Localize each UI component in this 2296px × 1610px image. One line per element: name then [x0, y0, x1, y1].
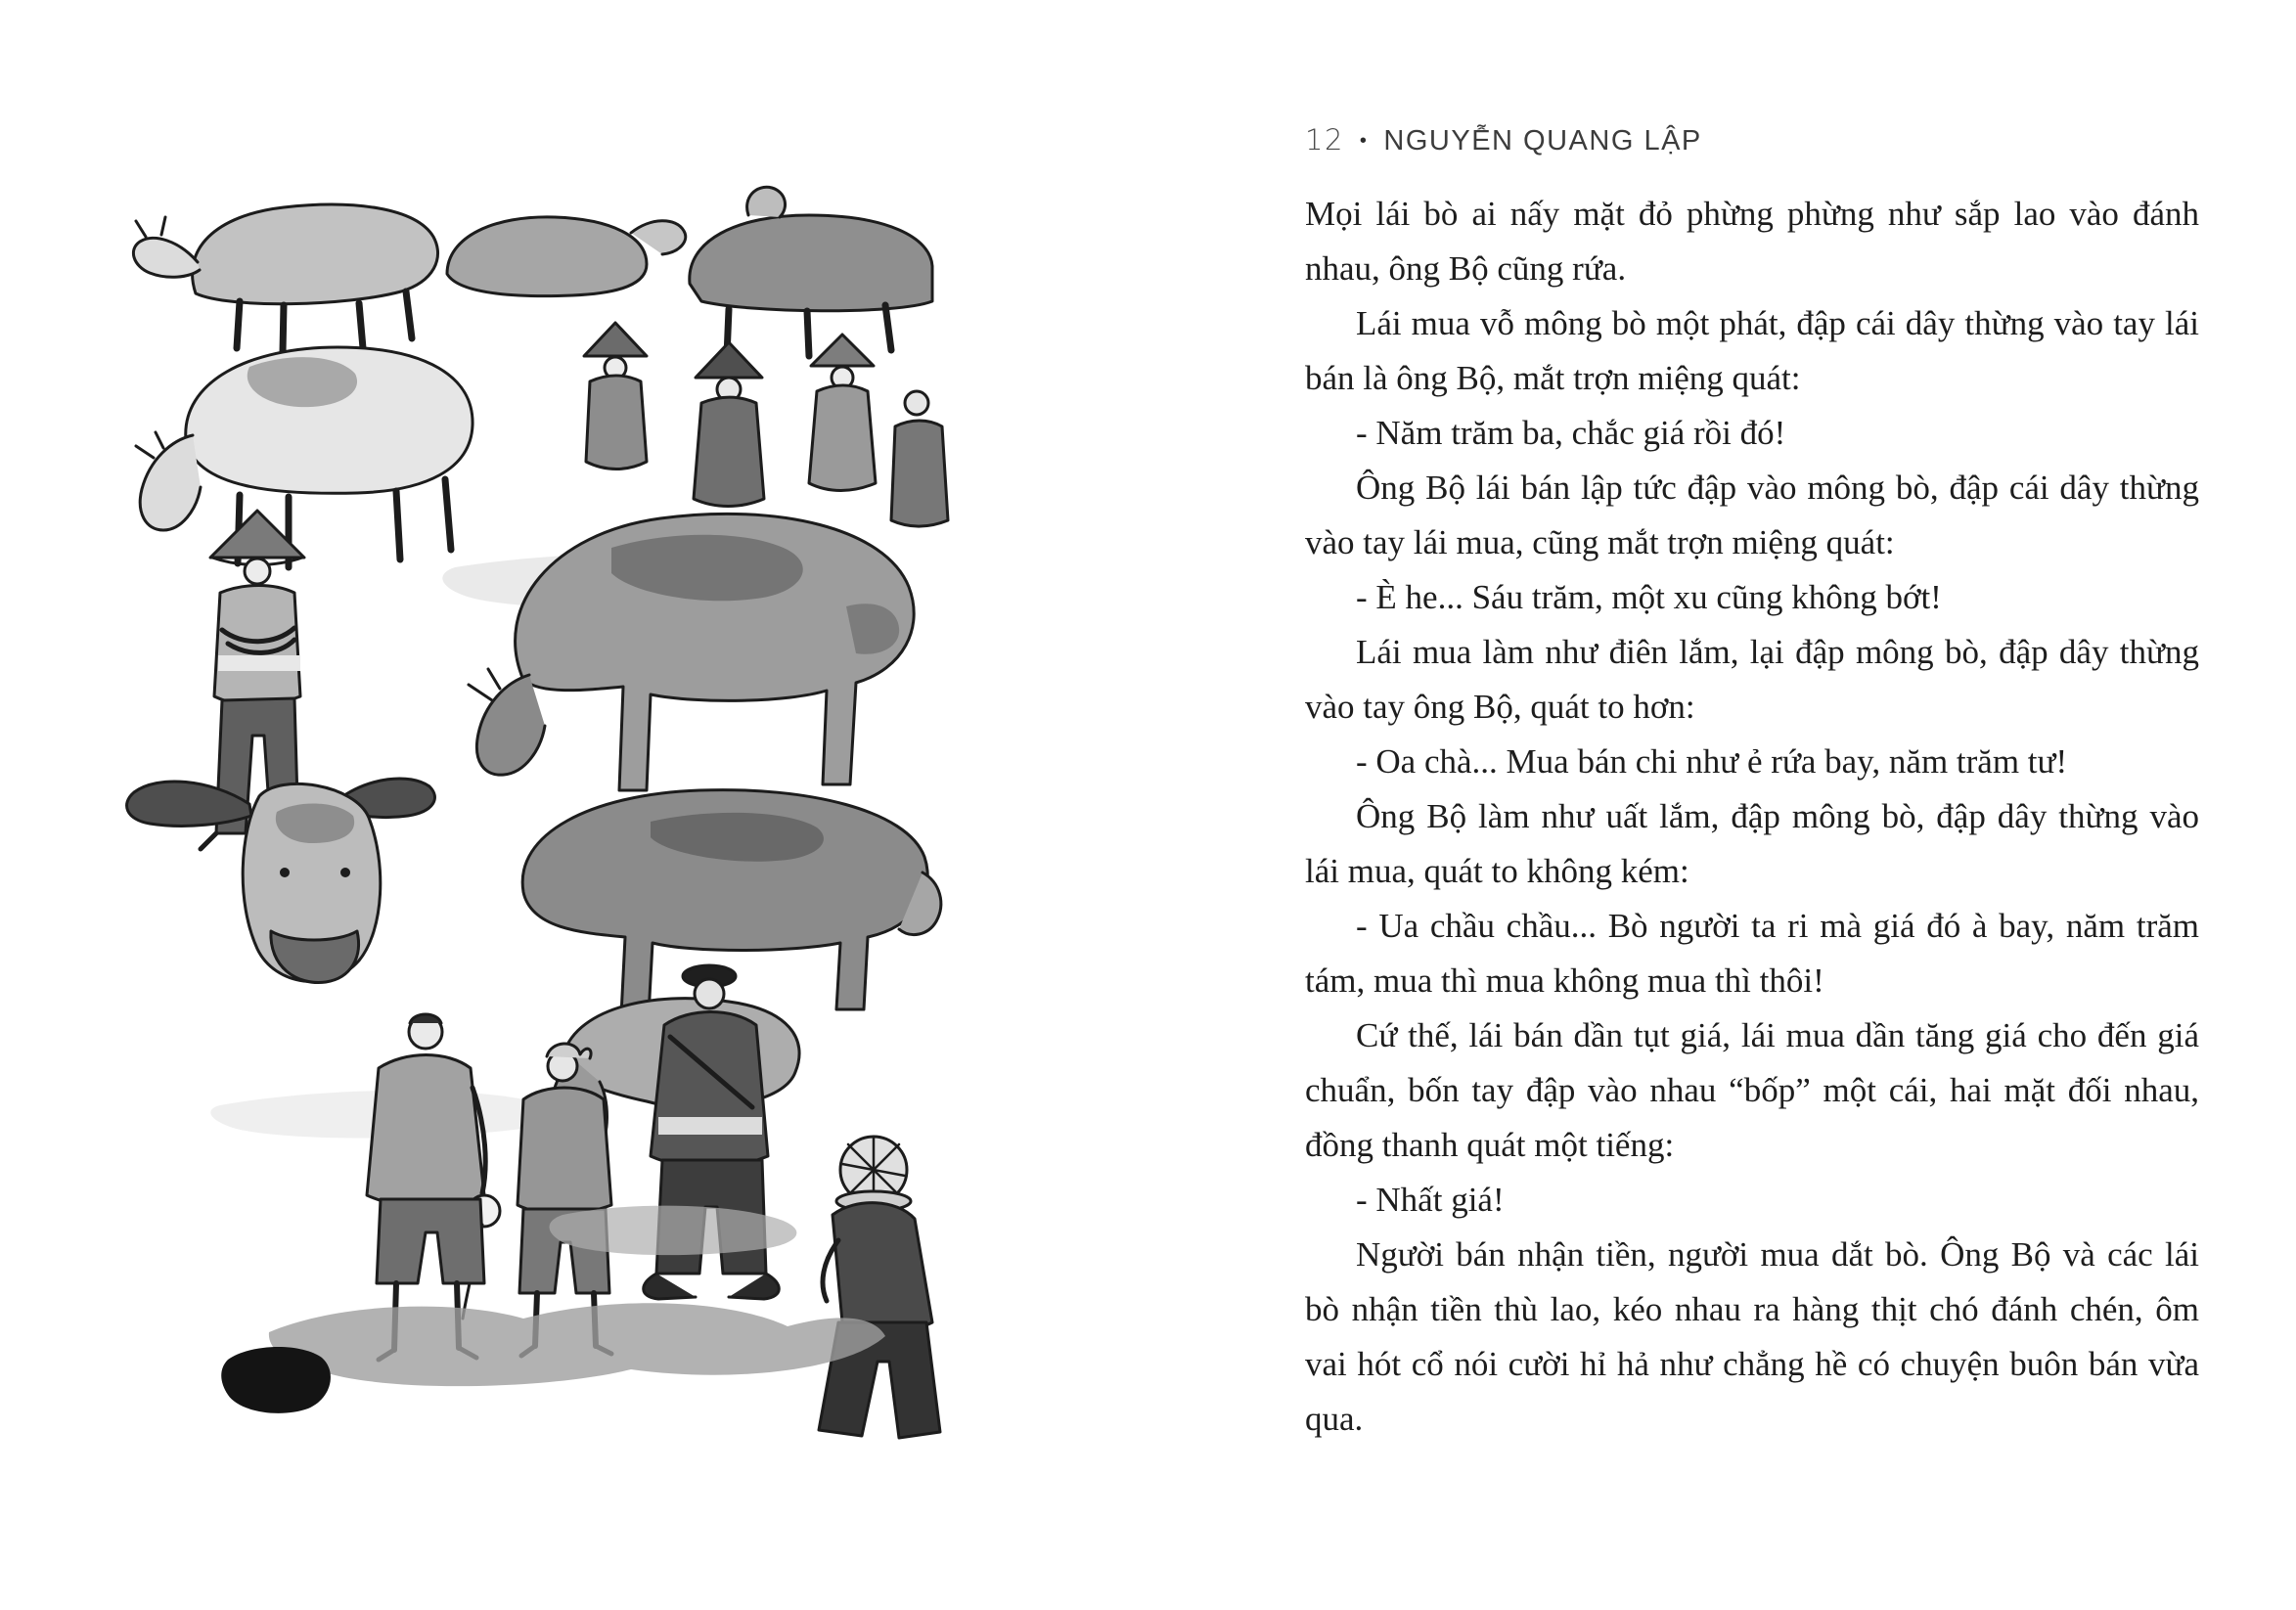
- cattle-herd-top: [133, 187, 932, 356]
- dialogue-line: - Oa chà... Mua bán chi như ẻ rứa bay, năm trăm tư!: [1356, 742, 2068, 781]
- page-number: 12: [1305, 123, 1344, 157]
- paragraph: Ông Bộ làm như uất lắm, đập mông bò, đập dây thừng vào lái mua, quát to không kém:: [1305, 797, 2199, 890]
- ground-shadow: [269, 1206, 885, 1387]
- dialogue-line: - Nhất giá!: [1356, 1181, 1505, 1219]
- header-separator-dot: •: [1359, 130, 1369, 152]
- body-text: [1305, 187, 2199, 1447]
- grazing-cow: [469, 514, 914, 790]
- dialogue-line: - Ua chầu chầu... Bò người ta ri mà giá đó à bay, năm trăm tám, mua thì mua không mua thì thôi!: [1305, 907, 2199, 1000]
- paragraph: Cứ thế, lái bán dần tụt giá, lái mua dần tăng giá cho đến giá chuẩn, bốn tay đập vào nhau “bốp” một cái, hai mặt đối nhau, đồng thanh quát một tiếng:: [1305, 1016, 2199, 1164]
- paragraph: Ông Bộ lái bán lập tức đập vào mông bò, đập cái dây thừng vào tay lái mua, cũng mắt trợn miệng quát:: [1305, 469, 2199, 561]
- paragraph: Người bán nhận tiền, người mua dắt bò. Ông Bộ và các lái bò nhận tiền thù lao, kéo nhau ra hàng thịt chó đánh chén, ôm vai hót cổ nói cười hỉ hả như chẳng hề có chuyện buôn bán vừa qua.: [1305, 1235, 2199, 1438]
- buffalo-head: [127, 779, 435, 983]
- running-head-author: NGUYỄN QUANG LẬP: [1383, 125, 1702, 157]
- dialogue-line: - Năm trăm ba, chắc giá rồi đó!: [1356, 414, 1786, 452]
- paragraph: Lái mua làm như điên lắm, lại đập mông bò, đập dây thừng vào tay ông Bộ, quát to hơn:: [1305, 633, 2199, 726]
- walking-man-woven-hat: [819, 1137, 940, 1438]
- paragraph: Lái mua vỗ mông bò một phát, đập cái dây thừng vào tay lái bán là ông Bộ, mắt trợn miệng quát:: [1305, 304, 2199, 397]
- right-page: [1305, 123, 2199, 1447]
- paragraph: Mọi lái bò ai nấy mặt đỏ phừng phừng như sắp lao vào đánh nhau, ông Bộ cũng rứa.: [1305, 195, 2199, 288]
- cattle-market-drawing: [103, 147, 954, 1448]
- ink-blob: [221, 1347, 331, 1413]
- illustration: [103, 147, 954, 1448]
- dialogue-line: - È he... Sáu trăm, một xu cũng không bớt!: [1356, 578, 1942, 616]
- running-head: [1305, 123, 2199, 157]
- standing-cow: [136, 347, 473, 567]
